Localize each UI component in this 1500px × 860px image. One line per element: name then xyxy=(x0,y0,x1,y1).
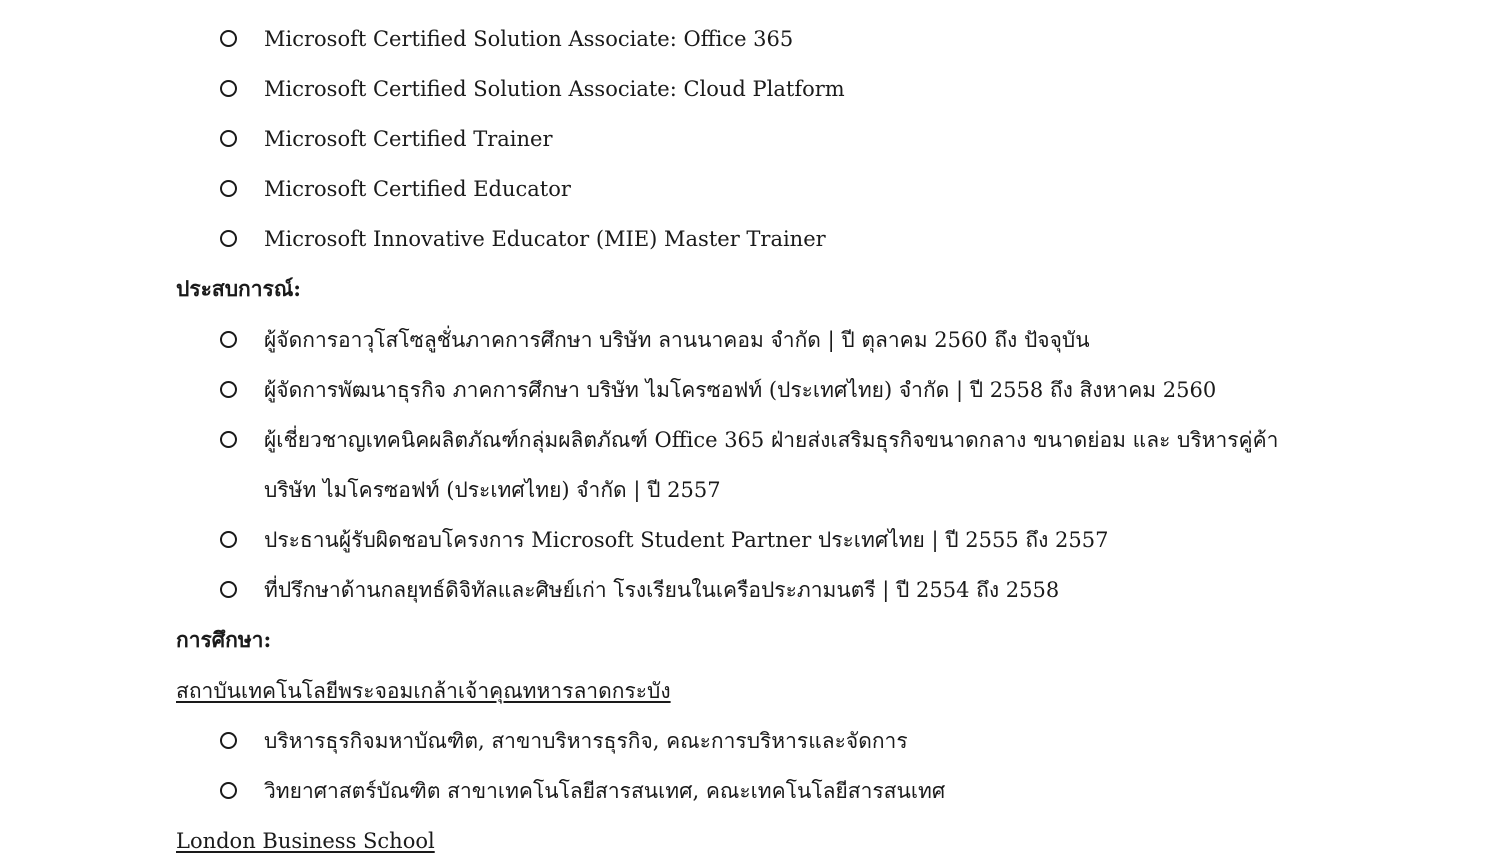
hollow-circle-bullet-icon xyxy=(220,230,237,247)
certification-text: Microsoft Innovative Educator (MIE) Master Trainer xyxy=(264,227,826,251)
experience-heading: ประสบการณ์: xyxy=(176,276,302,301)
hollow-circle-bullet-icon xyxy=(220,581,237,598)
hollow-circle-bullet-icon xyxy=(220,732,237,749)
certification-text: Microsoft Certified Solution Associate: Cloud Platform xyxy=(264,77,845,101)
experience-text: ผู้จัดการพัฒนาธุรกิจ ภาคการศึกษา บริษัท ไมโครซอฟท์ (ประเทศไทย) จำกัด | ปี 2558 ถึง สิงหาคม 2560 xyxy=(264,378,1217,402)
hollow-circle-bullet-icon xyxy=(220,30,237,47)
institution-name: London Business School xyxy=(176,829,435,853)
certification-text: Microsoft Certified Trainer xyxy=(264,127,553,151)
hollow-circle-bullet-icon xyxy=(220,331,237,348)
experience-text: ประธานผู้รับผิดชอบโครงการ Microsoft Student Partner ประเทศไทย | ปี 2555 ถึง 2557 xyxy=(264,528,1109,552)
degree-text: วิทยาศาสตร์บัณฑิต สาขาเทคโนโลยีสารสนเทศ, คณะเทคโนโลยีสารสนเทศ xyxy=(264,779,946,803)
experience-text: ผู้เชี่ยวชาญเทคนิคผลิตภัณฑ์กลุ่มผลิตภัณฑ์ Office 365 ฝ่ายส่งเสริมธุรกิจขนาดกลาง ขนาดย่อม และ บริหารคู่ค้า xyxy=(264,428,1279,452)
institution-name: สถาบันเทคโนโลยีพระจอมเกล้าเจ้าคุณทหารลาดกระบัง xyxy=(176,679,671,703)
experience-text: ที่ปรึกษาด้านกลยุทธ์ดิจิทัลและศิษย์เก่า โรงเรียนในเครือประภามนตรี | ปี 2554 ถึง 2558 xyxy=(264,578,1060,602)
hollow-circle-bullet-icon xyxy=(220,130,237,147)
certification-text: Microsoft Certified Educator xyxy=(264,177,571,201)
hollow-circle-bullet-icon xyxy=(220,531,237,548)
hollow-circle-bullet-icon xyxy=(220,782,237,799)
hollow-circle-bullet-icon xyxy=(220,431,237,448)
hollow-circle-bullet-icon xyxy=(220,381,237,398)
hollow-circle-bullet-icon xyxy=(220,80,237,97)
experience-text-continuation: บริษัท ไมโครซอฟท์ (ประเทศไทย) จำกัด | ปี 2557 xyxy=(264,478,721,502)
hollow-circle-bullet-icon xyxy=(220,180,237,197)
certification-text: Microsoft Certified Solution Associate: Office 365 xyxy=(264,27,794,51)
degree-text: บริหารธุรกิจมหาบัณฑิต, สาขาบริหารธุรกิจ, คณะการบริหารและจัดการ xyxy=(264,729,908,753)
experience-text: ผู้จัดการอาวุโสโซลูชั่นภาคการศึกษา บริษัท ลานนาคอม จำกัด | ปี ตุลาคม 2560 ถึง ปัจจุบัน xyxy=(264,328,1090,352)
education-heading: การศึกษา: xyxy=(176,627,272,652)
